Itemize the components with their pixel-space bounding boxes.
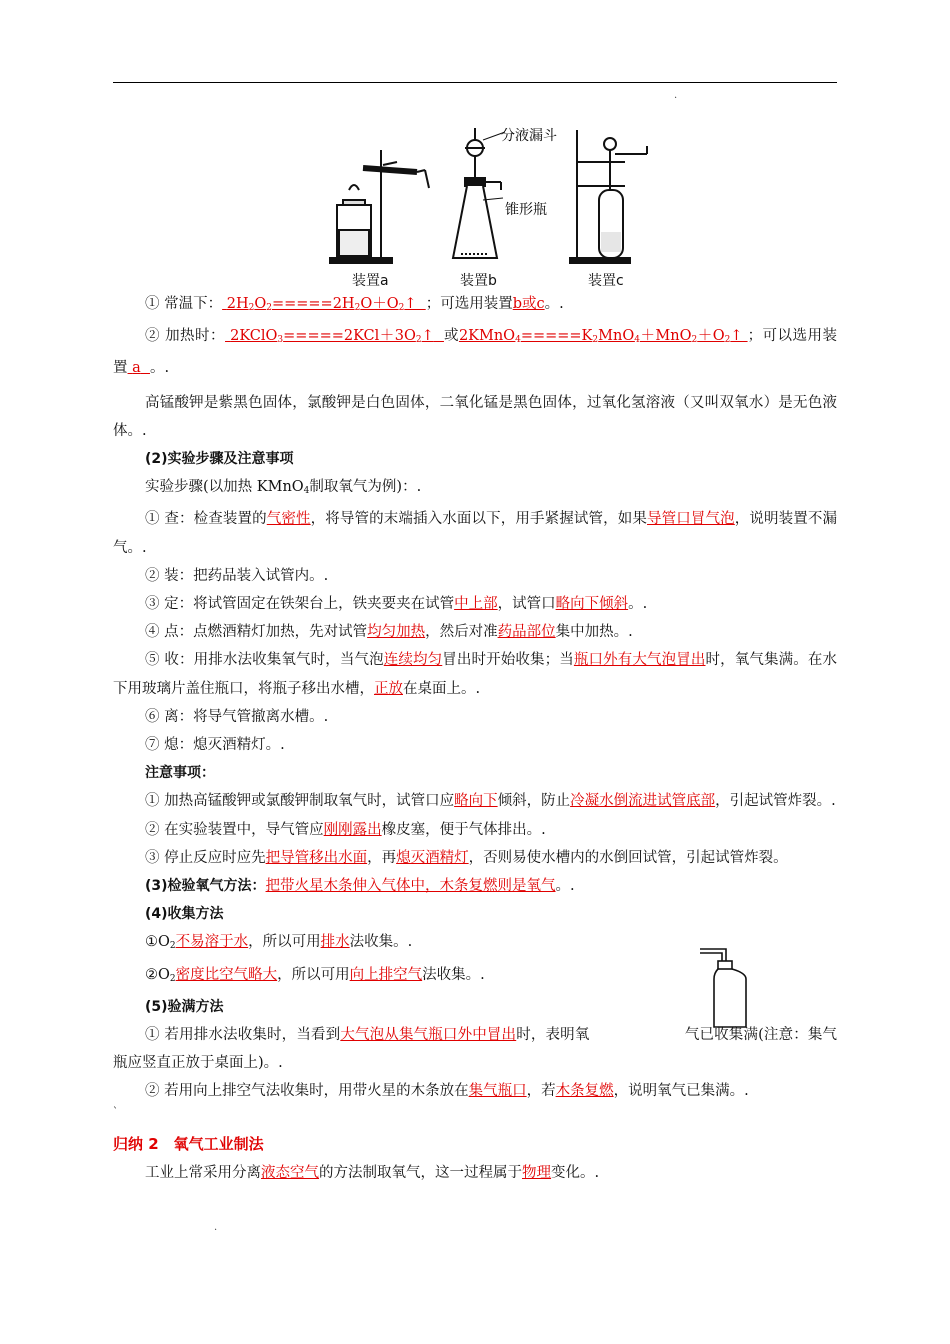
heading-notes: 注意事项： — [145, 765, 215, 782]
color-paragraph: 高锰酸钾是紫黑色固体，氯酸钾是白色固体，二氧化锰是黑色固体，过氧化氢溶液（又叫双氧水）是无色液体。. — [113, 394, 837, 439]
header-rule — [113, 82, 837, 83]
device-b-drawing — [453, 128, 505, 258]
step-light: ④ 点：点燃酒精灯加热，先对试管均匀加热，然后对准药品部位集中加热。. — [145, 624, 633, 641]
step-check: ① 查：检查装置的气密性，将导管的末端插入水面以下，用手紧握试管，如果导管口冒气泡，说明装置不漏气。. — [113, 511, 838, 556]
section-title: 归纳 2 氧气工业制法 — [113, 1134, 264, 1153]
full-1: ① 若用排水法收集时，当看到大气泡从集气瓶口外中冒出时，表明氧 气已收集满(注意：集气瓶应竖直正放于桌面上)。. — [113, 1027, 838, 1072]
eq-heating: ② 加热时： $2KClO_3=====2KCl+3O_2↑$ 或$2KMnO_4=====K_2MnO_4+MnO_2+O_2↑$ ；可以选用装置 a 。. — [113, 328, 837, 377]
full-2: ② 若用向上排空气法收集时，用带火星的木条放在集气瓶口，若木条复燃，说明氧气已集满。. — [145, 1083, 749, 1100]
device-c-drawing — [570, 130, 647, 263]
caption-device-c: 装置c — [588, 273, 624, 289]
apparatus-figure — [325, 120, 665, 295]
step-collect: ⑤ 收：用排水法收集氧气时，当气泡连续均匀冒出时开始收集；当瓶口外有大气泡冒出时，氧气集满。在水下用玻璃片盖住瓶口，将瓶子移出水槽，正放在桌面上。. — [113, 652, 838, 697]
label-conical-flask: 锥形瓶 — [505, 202, 547, 218]
label-separatory-funnel: 分液漏斗 — [501, 128, 557, 144]
collect-2: $②O_2$密度比空气略大，所以可用向上排空气法收集。. — [145, 966, 485, 984]
device-a-drawing — [330, 150, 429, 263]
step-remove: ⑥ 离：将导气管撤离水槽。. — [145, 708, 329, 725]
heading-collect: (4)收集方法 — [145, 906, 224, 923]
step-extinguish: ⑦ 熄：熄灭酒精灯。. — [145, 737, 285, 754]
heading-steps: (2)实验步骤及注意事项 — [145, 451, 294, 468]
note-3: ③ 停止反应时应先把导管移出水面，再熄灭酒精灯，否则易使水槽内的水倒回试管，引起试管炸裂。 — [145, 849, 788, 866]
steps-intro: 实验步骤(以加热 KMnO$_4$制取氧气为例)：. — [145, 479, 422, 497]
caption-device-b: 装置b — [460, 273, 497, 289]
stray-mark: . — [674, 90, 678, 101]
caption-device-a: 装置a — [352, 273, 389, 289]
stray-mark-left: ` — [113, 1106, 118, 1118]
document-body — [113, 290, 837, 1187]
stray-mark-bottom: . — [214, 1222, 218, 1233]
industrial-paragraph: 工业上常采用分离液态空气的方法制取氧气，这一过程属于物理变化。. — [145, 1164, 600, 1181]
note-2: ② 在实验装置中，导气管应刚刚露出橡皮塞，便于气体排出。. — [145, 821, 546, 838]
note-1: ① 加热高锰酸钾或氯酸钾制取氧气时，试管口应略向下倾斜，防止冷凝水倒流进试管底部，引起试管炸裂。. — [145, 793, 836, 810]
eq-room-temp: ① 常温下： $2H_2O_2=====2H_2O+O_2↑$ ；可选用装置b或c。. — [145, 296, 564, 313]
collect-1: $①O_2$不易溶于水，所以可用排水法收集。. — [145, 934, 413, 952]
gas-bottle-figure — [698, 943, 756, 1031]
check-method: (3)检验氧气方法：把带火星木条伸入气体中，木条复燃则是氧气。. — [145, 878, 575, 895]
step-fix: ③ 定：将试管固定在铁架台上，铁夹要夹在试管中上部，试管口略向下倾斜。. — [145, 596, 648, 613]
step-load: ② 装：把药品装入试管内。. — [145, 567, 329, 584]
heading-full: (5)验满方法 — [145, 998, 224, 1015]
